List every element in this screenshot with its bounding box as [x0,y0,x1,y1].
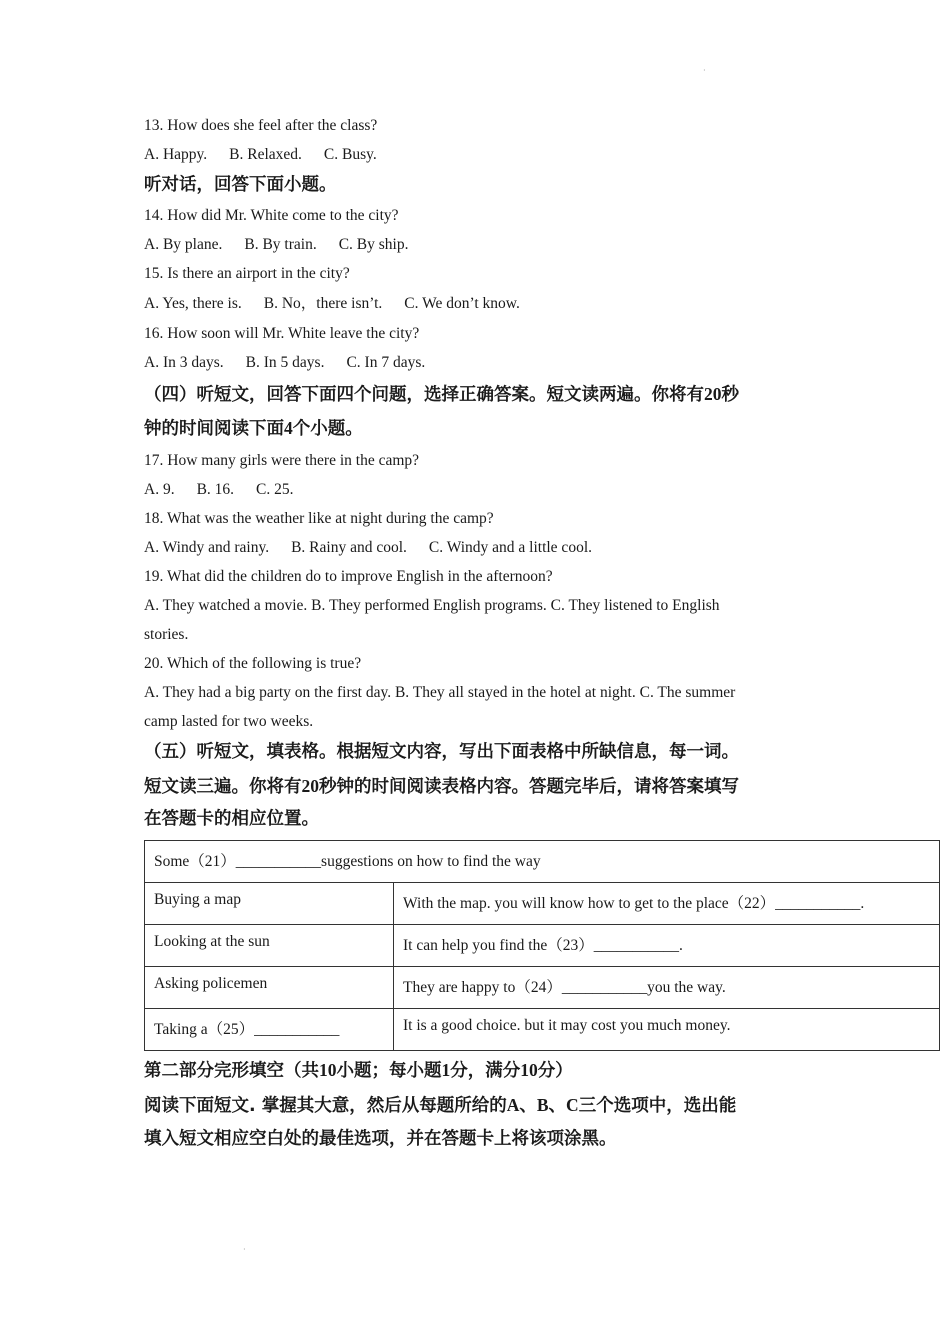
dialog-heading: 听对话，回答下面小题。 [144,175,337,195]
q17-option-c: C. 25. [256,481,294,498]
section4-line1a: （四）听短文，回答下面四个问题，选择正确答案。短文读两遍。你将有 [144,385,704,405]
section5-heading-line2 [144,775,739,798]
q20-options-line1: A. They had a big party on the first day. B. They all stayed in the hotel at night. C. The summer [144,684,736,701]
q15-option-c: C. We don’t know. [404,295,520,312]
table-cell-left: Buying a map [145,883,394,925]
section4-line1-number: 20 [704,384,722,404]
part2-d: 分） [537,1061,573,1081]
q16-options [144,353,447,373]
instructions-line2: 填入短文相应空白处的最佳选项，并在答题卡上将该项涂黑。 [144,1129,617,1149]
q16-question: 16. How soon will Mr. White leave the city? [144,325,420,342]
section4-line2a: 钟的时间阅读下面 [144,419,284,439]
section5-line2b: 秒钟的时间阅读表格内容。答题完毕后，请将答案填写 [319,777,739,797]
table-row [145,967,940,1009]
q14-option-c: C. By ship. [338,236,409,253]
q19-question: 19. What did the children do to improve English in the afternoon? [144,568,553,585]
q20-options-line2: camp lasted for two weeks. [144,713,314,730]
q14-question: 14. How did Mr. White come to the city? [144,207,399,224]
q15-options [144,294,542,314]
q18-option-b: B. Rainy and cool. [291,539,407,556]
table-header-cell: Some（21）___________suggestions on how to find the way [145,841,940,883]
q17-options [144,480,316,500]
part2-a: 第二部分完形填空（共 [144,1061,319,1081]
section5-line2-number: 20 [301,776,319,796]
part2-n1: 10 [319,1060,337,1080]
q17-question: 17. How many girls were there in the camp? [144,452,420,469]
section4-line2-number: 4 [284,418,293,438]
q17-option-b: B. 16. [196,481,235,498]
table-cell-right: With the map. you will know how to get to the place（22）___________. [394,883,940,925]
section5-heading-line1: （五）听短文，填表格。根据短文内容，写出下面表格中所缺信息，每一词。 [144,742,739,762]
q14-option-b: B. By train. [244,236,317,253]
table-row [145,1009,940,1051]
q15-option-b: B. No，there isn’t. [263,295,383,312]
q15-option-a: A. Yes, there is. [144,295,242,312]
section4-heading-line2 [144,417,363,440]
q13-option-c: C. Busy. [323,146,377,163]
q18-option-c: C. Windy and a little cool. [428,539,592,556]
section5-line2a: 短文读三遍。你将有 [144,777,302,797]
table-cell-left: Asking policemen [145,967,394,1009]
q13-option-b: B. Relaxed. [229,146,302,163]
q16-option-a: A. In 3 days. [144,354,224,371]
instructions-line1a: 阅读下面短文. 掌握其大意，然后从每题所给的 [144,1096,507,1116]
section4-line1b: 秒 [721,385,739,405]
q16-option-c: C. In 7 days. [346,354,426,371]
q14-option-a: A. By plane. [144,236,223,253]
table-cell-right: They are happy to（24）___________you the way. [394,967,940,1009]
table-cell-left: Taking a（25）___________ [145,1009,394,1051]
q14-options [144,235,430,255]
q20-question: 20. Which of the following is true? [144,655,362,672]
section4-heading-line1 [144,383,739,406]
part2-heading [144,1059,573,1082]
q19-options-line1: A. They watched a movie. B. They performed English programs. C. They listened to English [144,597,720,614]
instructions-line1c: 三个选项中，选出能 [578,1096,737,1116]
page-mark: · [243,1245,246,1254]
page-mark: · [703,66,706,75]
q16-option-b: B. In 5 days. [245,354,325,371]
q13-options [144,145,399,165]
table-row [145,883,940,925]
part2-n2: 1 [441,1060,451,1080]
table-row [145,925,940,967]
part2-c: 分，满分 [450,1061,521,1081]
section5-heading-line3: 在答题卡的相应位置。 [144,809,319,829]
instructions-line1b: A、B、C [506,1095,579,1115]
table-cell-right: It is a good choice. but it may cost you much money. [394,1009,940,1051]
q13-option-a: A. Happy. [144,146,208,163]
q17-option-a: A. 9. [144,481,175,498]
part2-n3: 10 [520,1060,538,1080]
part2-b: 小题；每小题 [336,1061,442,1081]
section4-line2b: 个小题。 [292,419,363,439]
table-cell-left: Looking at the sun [145,925,394,967]
q18-question: 18. What was the weather like at night during the camp? [144,510,494,527]
table-cell-right: It can help you find the（23）___________. [394,925,940,967]
table-header-row [145,841,940,883]
q18-options [144,538,614,558]
q18-option-a: A. Windy and rainy. [144,539,270,556]
instructions-line1 [144,1094,736,1117]
info-table [144,840,940,1051]
q19-options-line2: stories. [144,626,189,643]
q13-question: 13. How does she feel after the class? [144,117,378,134]
q15-question: 15. Is there an airport in the city? [144,265,350,282]
